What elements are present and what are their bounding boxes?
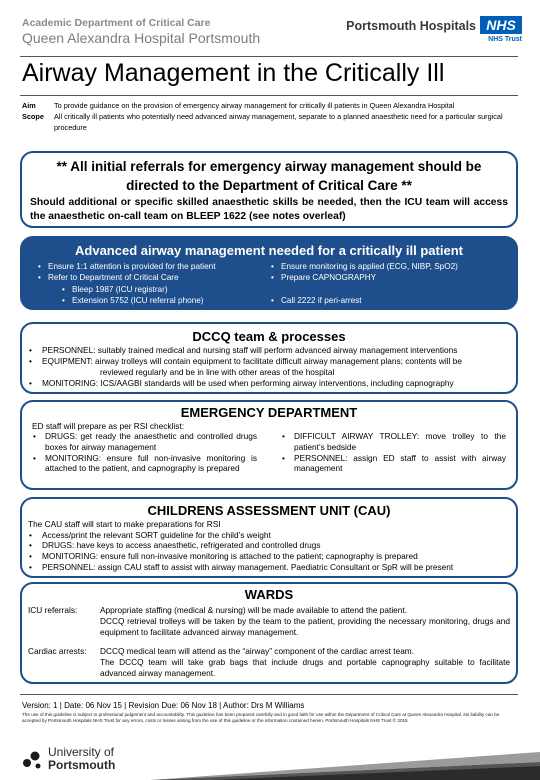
- referral-body: Should additional or specific skilled anaesthetic skills be needed, then the ICU team will access the anaesthetic on-call team on BLEEP 1622 (see notes overleaf): [30, 197, 508, 222]
- dccq-title: DCCQ team & processes: [192, 329, 346, 344]
- list-item: • Prepare CAPNOGRAPHY: [269, 272, 502, 283]
- cardiac-arrests-label: Cardiac arrests:: [28, 646, 87, 656]
- list-item: • PERSONNEL: assign CAU staff to assist with airway management. Paediatric Consultant or SpR will be present: [28, 562, 510, 573]
- hospital-name: Queen Alexandra Hospital Portsmouth: [22, 30, 261, 46]
- cau-intro: The CAU staff will start to make preparations for RSI: [28, 519, 221, 529]
- university-logo: [22, 742, 142, 774]
- ed-intro: ED staff will prepare as per RSI checklist:: [32, 421, 185, 431]
- cardiac-arrests-text: The DCCQ team will take grab bags that include drugs and portable capnography suitable to facilitate advanced airway management.: [100, 657, 510, 678]
- referral-box: [20, 151, 518, 228]
- emergency-department-box: [20, 400, 518, 490]
- aim-text: To provide guidance on the provision of emergency airway management for critically ill patients in Queen Alexandra Hospital: [54, 101, 455, 110]
- department-name: Academic Department of Critical Care: [22, 17, 211, 29]
- list-item: • Bleep 1987 (ICU registrar): [36, 284, 269, 295]
- dccq-box: [20, 322, 518, 394]
- footer-stripe-decoration: [150, 740, 540, 780]
- icu-referrals-label: ICU referrals:: [28, 605, 78, 615]
- logo-trust-name: Portsmouth Hospitals: [346, 19, 476, 33]
- list-item: • Ensure monitoring is applied (ECG, NIBP, SpO2): [269, 261, 502, 272]
- university-line-2: Portsmouth: [48, 758, 116, 772]
- ed-title: EMERGENCY DEPARTMENT: [180, 405, 358, 420]
- list-item: • Refer to Department of Critical Care: [36, 272, 269, 283]
- list-item: • MONITORING: ensure full non-invasive monitoring is attached to the patient; capnography is prepared: [28, 551, 510, 562]
- cau-title: CHILDRENS ASSESSMENT UNIT (CAU): [147, 503, 391, 518]
- advanced-airway-title: Advanced airway management needed for a critically ill patient: [75, 243, 463, 258]
- scope-label: Scope: [22, 112, 44, 121]
- title-divider: [20, 95, 518, 96]
- icu-referrals-text: DCCQ retrieval trolleys will be taken by the team to the patient, providing the necessary monitoring, drugs and equipment to facilitate advanced airway management.: [100, 616, 510, 637]
- list-item: • DRUGS: get ready the anaesthetic and controlled drugs boxes for airway management: [32, 431, 257, 453]
- header-divider: [20, 56, 518, 57]
- list-item: • MONITORING: ICS/AAGBI standards will be used when performing airway interventions, including capnography: [28, 378, 510, 389]
- list-item: • Access/print the relevant SORT guideline for the child’s weight: [28, 530, 510, 541]
- version-line: Version: 1 | Date: 06 Nov 15 | Revision Due: 06 Nov 18 | Author: Drs M Williams: [22, 701, 305, 710]
- aim-scope-section: [22, 100, 518, 133]
- cardiac-arrests-text: DCCQ medical team will attend as the “airway” component of the cardiac arrest team.: [100, 646, 415, 656]
- wards-box: [20, 582, 518, 684]
- university-line-1: University of: [48, 745, 115, 759]
- page-title: Airway Management in the Critically Ill: [22, 59, 445, 87]
- list-item: • DIFFICULT AIRWAY TROLLEY: move trolley to the patient’s bedside: [281, 431, 506, 453]
- list-item: • Call 2222 if peri-arrest: [269, 295, 502, 306]
- list-item: • Ensure 1:1 attention is provided for the patient: [36, 261, 269, 272]
- list-item-continuation: reviewed regularly and be in line with other areas of the hospital: [100, 367, 335, 377]
- advanced-airway-box: [20, 236, 518, 310]
- footer-divider: [20, 694, 518, 695]
- list-item: • DRUGS: have keys to access anaesthetic, refrigerated and controlled drugs: [28, 540, 510, 551]
- scope-row: [22, 111, 518, 133]
- list-item: • PERSONNEL: assign ED staff to assist with airway management: [281, 453, 506, 475]
- scope-text: All critically ill patients who potentially need advanced airway management, separate to a planned anaesthetic need for a particular surgical procedure: [54, 112, 503, 132]
- cardiac-arrests-row: [28, 646, 510, 679]
- list-item: • PERSONNEL: suitably trained medical and nursing staff will perform advanced airway management interventions: [28, 345, 510, 356]
- nhs-trust-logo: [346, 16, 522, 48]
- referral-headline: ** All initial referrals for emergency airway management should be directed to the Department of Critical Care **: [56, 159, 482, 193]
- logo-trust-label: NHS Trust: [488, 36, 522, 43]
- aim-row: [22, 100, 518, 111]
- icu-referrals-row: [28, 605, 510, 638]
- university-mark-icon: [22, 748, 44, 770]
- list-item: • EQUIPMENT: airway trolleys will contain equipment to facilitate difficult airway management plans; contents will be: [28, 356, 510, 367]
- list-item: • Extension 5752 (ICU referral phone): [36, 295, 269, 306]
- aim-label: Aim: [22, 101, 36, 110]
- wards-title: WARDS: [244, 587, 294, 602]
- disclaimer-text: The use of this guideline is subject to professional judgement and accountability. This guideline has been prepared carefully and in good faith for use within the Department of Critical Care at Queen Alexandra Hospital. No liability can be accepted by Portsmouth Hospitals NHS Trust for any errors, costs or losses arising from the use of this guideline or the information contained herein. Portsmouth Hospitals NHS Trust © 2015: [22, 712, 500, 723]
- cau-box: [20, 497, 518, 578]
- list-item: • MONITORING: ensure full non-invasive monitoring is attached to the patient, and capnography is prepared: [32, 453, 257, 475]
- nhs-logo-icon: NHS: [480, 16, 522, 34]
- icu-referrals-text: Appropriate staffing (medical & nursing) will be made available to attend the patient.: [100, 605, 408, 615]
